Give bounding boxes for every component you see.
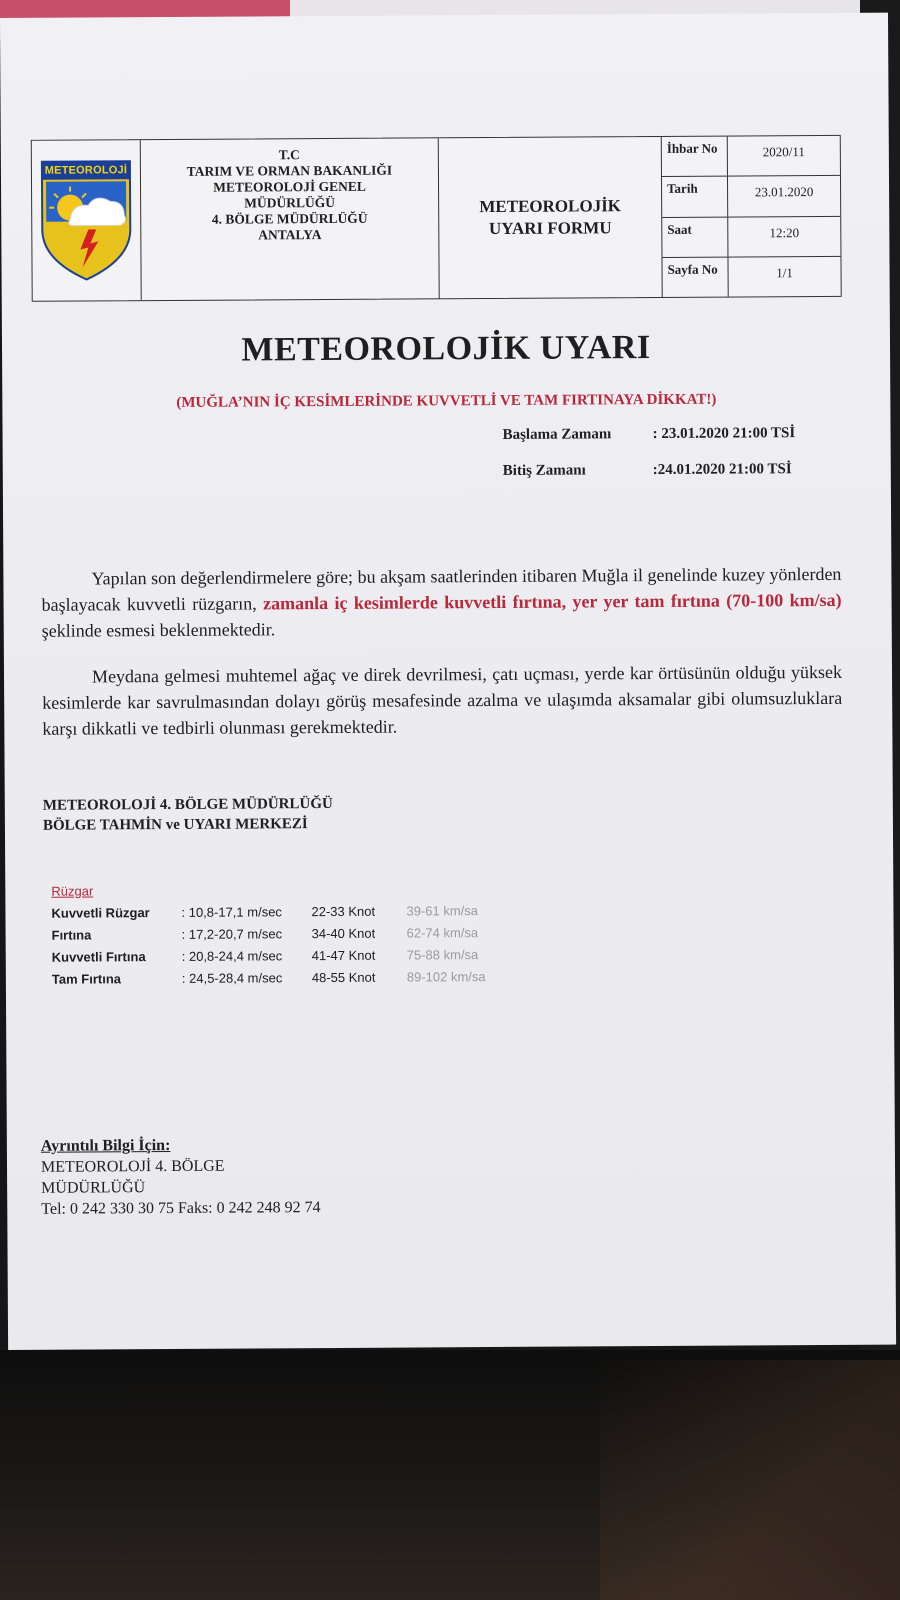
org-line: 4. BÖLGE MÜDÜRLÜĞÜ bbox=[211, 210, 368, 227]
background-glint bbox=[600, 1360, 900, 1600]
meta-label: İhbar No bbox=[662, 137, 728, 177]
wind-scale-table bbox=[51, 881, 517, 991]
contact-phone: Tel: 0 242 330 30 75 Faks: 0 242 248 92 74 bbox=[41, 1199, 321, 1218]
wind-knot: 48-55 Knot bbox=[311, 969, 376, 986]
wind-knot: 22-33 Knot bbox=[311, 903, 376, 920]
document-subtitle: (MUĞLA’NIN İÇ KESİMLERİNDE KUVVETLİ VE TAM FIRTINAYA DİKKAT!) bbox=[176, 391, 717, 411]
meta-label: Saat bbox=[662, 217, 728, 257]
form-title-cell bbox=[439, 137, 663, 298]
meta-row-ihbar-no bbox=[662, 136, 840, 177]
department-line2: BÖLGE TAHMİN ve UYARI MERKEZİ bbox=[42, 816, 308, 834]
meta-cell bbox=[662, 136, 841, 297]
wind-knot: 34-40 Knot bbox=[311, 925, 376, 942]
meta-row-tarih bbox=[662, 176, 840, 217]
wind-kmh: 75-88 km/sa bbox=[406, 947, 479, 963]
meta-label: Sayfa No bbox=[662, 257, 728, 297]
logo-cell bbox=[32, 140, 142, 301]
wind-ms: : 20,8-24,4 m/sec bbox=[181, 948, 283, 964]
header-table bbox=[31, 135, 842, 302]
end-time-value: :24.01.2020 21:00 TSİ bbox=[652, 461, 792, 479]
wind-row bbox=[52, 922, 517, 947]
document-page bbox=[0, 13, 896, 1350]
paragraph-1-text: Yapılan son değerlendirmelere göre; bu akşam saatlerinden itibaren Muğla il genelinde kuzey yönlerden başlayacak kuvvetli rüzgarın, bbox=[41, 563, 842, 615]
meta-value: 2020/11 bbox=[762, 144, 805, 160]
contact-line1: METEOROLOJİ 4. BÖLGE bbox=[40, 1157, 225, 1176]
meta-value: 12:20 bbox=[769, 224, 800, 240]
contact-line2: MÜDÜRLÜĞÜ bbox=[41, 1179, 146, 1197]
wind-row bbox=[51, 900, 516, 925]
meta-value: 23.01.2020 bbox=[754, 184, 814, 200]
meta-row-sayfa-no bbox=[662, 257, 840, 297]
end-time-row bbox=[503, 461, 792, 480]
meta-label: Tarih bbox=[662, 177, 728, 217]
contact-heading: Ayrıntılı Bilgi İçin: bbox=[40, 1136, 171, 1155]
form-title-line1: METEOROLOJİK bbox=[479, 196, 622, 217]
org-line: TARIM VE ORMAN BAKANLIĞI bbox=[186, 162, 393, 179]
department-line1: METEOROLOJİ 4. BÖLGE MÜDÜRLÜĞÜ bbox=[42, 795, 333, 814]
start-time-label: Başlama Zamanı bbox=[502, 426, 612, 443]
wind-kmh: 39-61 km/sa bbox=[406, 903, 479, 919]
meta-row-saat bbox=[662, 216, 840, 257]
wind-name: Kuvvetli Rüzgar bbox=[51, 905, 150, 921]
org-line: MÜDÜRLÜĞÜ bbox=[244, 194, 336, 211]
wind-scale-title: Rüzgar bbox=[51, 883, 94, 899]
wind-row bbox=[52, 966, 517, 991]
wind-kmh: 89-102 km/sa bbox=[406, 969, 486, 985]
start-time-row bbox=[503, 425, 796, 444]
wind-row bbox=[52, 944, 517, 969]
wind-ms: : 17,2-20,7 m/sec bbox=[181, 926, 283, 942]
meteoroloji-logo bbox=[40, 159, 133, 282]
meta-value: 1/1 bbox=[776, 264, 793, 281]
wind-ms: : 10,8-17,1 m/sec bbox=[181, 904, 282, 920]
contact-block bbox=[41, 1134, 321, 1220]
org-line: ANTALYA bbox=[258, 227, 322, 243]
wind-name: Tam Fırtına bbox=[51, 971, 122, 987]
form-title-line2: UYARI FORMU bbox=[488, 218, 612, 239]
end-time-label: Bitiş Zamanı bbox=[502, 462, 586, 479]
department-block bbox=[43, 794, 333, 836]
wind-name: Fırtına bbox=[51, 927, 92, 943]
logo-text: METEOROLOJİ bbox=[42, 161, 130, 180]
organization-cell bbox=[141, 138, 440, 300]
paragraph-1 bbox=[41, 561, 841, 644]
paragraph-2: Meydana gelmesi muhtemel ağaç ve direk devrilmesi, çatı uçması, yerde kar örtüsünün olduğu yüksek kesimlerde kar savrulmasından dolayı görüş mesafesinde azalma ve ulaşımda aksamalar gibi olumsuzluklara karşı dikkatli ve tedbirli olunması gerekmektedir. bbox=[42, 661, 843, 739]
document-title: METEOROLOJİK UYARI bbox=[241, 329, 651, 369]
org-line: T.C bbox=[278, 147, 300, 163]
paragraph-1-text-end: şeklinde esmesi beklenmektedir. bbox=[41, 619, 276, 641]
wind-knot: 41-47 Knot bbox=[311, 947, 376, 964]
wind-ms: : 24,5-28,4 m/sec bbox=[181, 970, 283, 986]
wind-kmh: 62-74 km/sa bbox=[406, 925, 479, 941]
paragraph-1-highlight: zamanla iç kesimlerde kuvvetli fırtına, yer yer tam fırtına (70-100 km/sa) bbox=[263, 589, 842, 614]
wind-name: Kuvvetli Fırtına bbox=[51, 949, 146, 965]
start-time-value: : 23.01.2020 21:00 TSİ bbox=[652, 425, 796, 443]
org-line: METEOROLOJİ GENEL bbox=[213, 178, 366, 195]
